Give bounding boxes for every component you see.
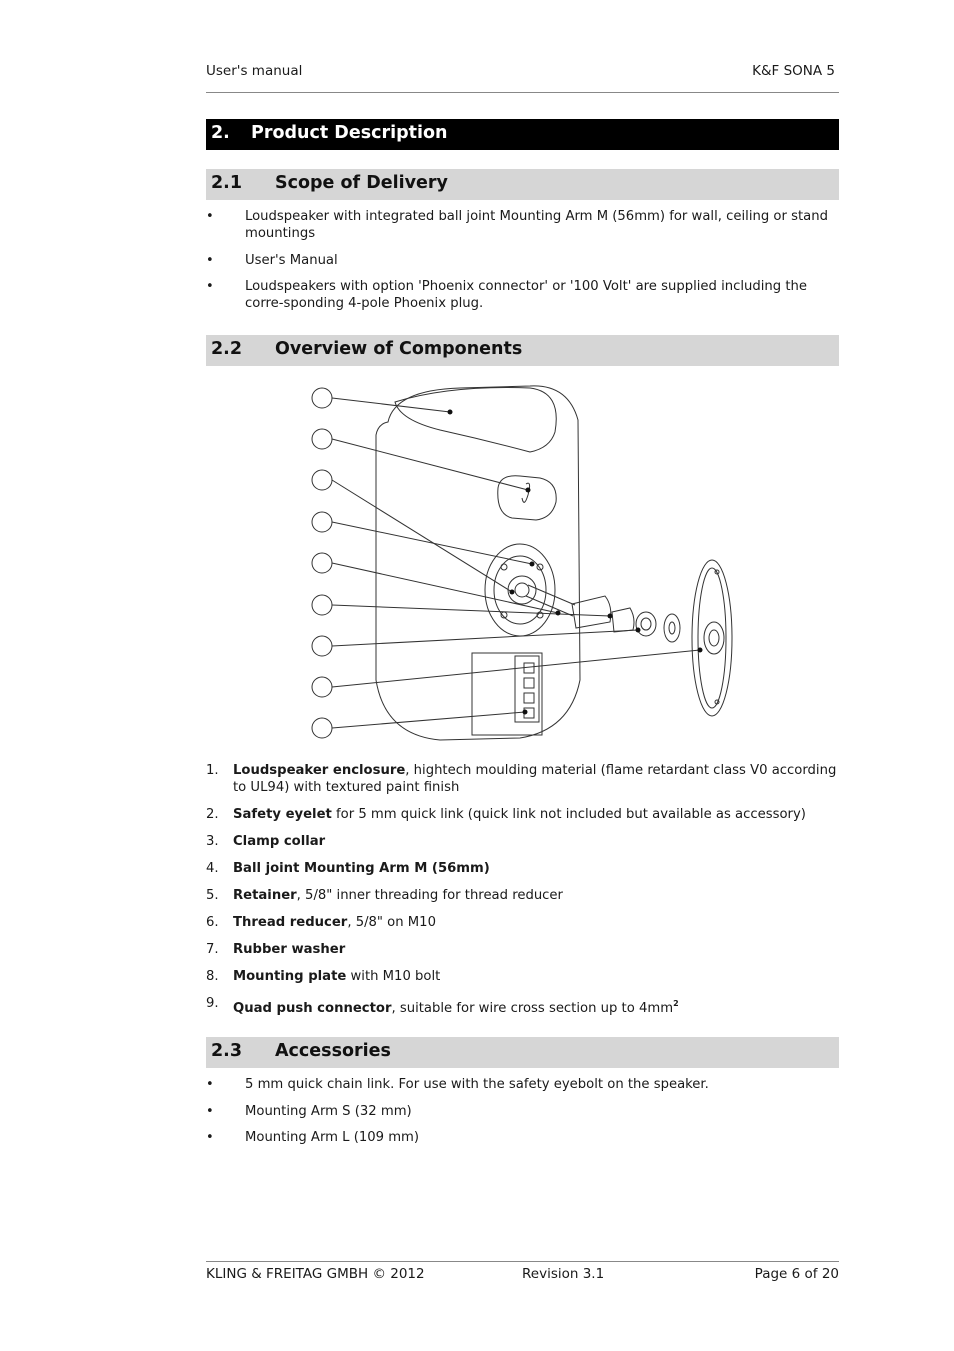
item-number: 4.	[206, 861, 219, 876]
component-desc: with M10 bolt	[346, 969, 441, 984]
section-title: Scope of Delivery	[275, 173, 448, 193]
callout-circle	[312, 429, 332, 449]
list-item	[206, 806, 839, 823]
item-number: 7.	[206, 942, 219, 957]
item-number: 2.	[206, 807, 219, 822]
bullet-glyph: •	[206, 279, 214, 294]
callout-circle	[312, 512, 332, 532]
component-name: Loudspeaker enclosure	[233, 763, 406, 778]
list-item	[206, 887, 839, 904]
list-item	[206, 860, 839, 877]
bullet-glyph: •	[206, 252, 214, 268]
component-desc: for 5 mm quick link (quick link not included but available as accessory)	[331, 807, 806, 822]
component-name: Mounting plate	[233, 969, 347, 984]
item-number: 5.	[206, 888, 219, 903]
rubber-washer	[664, 614, 680, 642]
component-desc: , suitable for wire cross section up to 4mm	[391, 1001, 674, 1016]
section-title: Overview of Components	[275, 339, 523, 359]
chapter-heading	[206, 119, 839, 150]
section-title: Accessories	[275, 1041, 391, 1061]
connector-panel	[472, 653, 542, 735]
callout-circle	[312, 718, 332, 738]
thread-reducer	[612, 608, 634, 632]
section-heading-scope	[206, 169, 839, 200]
list-item	[206, 1076, 839, 1093]
list-item-text: Loudspeaker with integrated ball joint Mounting Arm M (56mm) for wall, ceiling or stand mountings	[245, 209, 828, 241]
list-item-text: 5 mm quick chain link. For use with the safety eyebolt on the speaker.	[245, 1077, 709, 1092]
component-name: Clamp collar	[233, 834, 326, 849]
callout-circle	[312, 553, 332, 573]
list-item	[206, 914, 839, 931]
clamp-collar-outer	[485, 544, 555, 636]
section-number: 2.1	[211, 173, 243, 193]
bullet-glyph: •	[206, 1130, 214, 1145]
bullet-glyph: •	[206, 1077, 214, 1092]
component-name: Quad push connector	[233, 1001, 392, 1016]
eyelet	[522, 483, 530, 502]
callout-circle	[312, 388, 332, 408]
item-number: 9.	[206, 996, 219, 1011]
chapter-number: 2.	[211, 123, 230, 143]
component-exploded-drawing	[300, 380, 740, 745]
list-item	[206, 995, 839, 1017]
component-desc: , hightech moulding material (flame retardant class V0 according to UL94) with textured paint finish	[233, 763, 837, 795]
chapter-title: Product Description	[251, 123, 448, 143]
footer-page-number: Page 6 of 20	[754, 1266, 839, 1282]
component-name: Safety eyelet	[233, 807, 332, 822]
section-heading-overview	[206, 335, 839, 366]
footer-copyright: KLING & FREITAG GMBH © 2012	[206, 1266, 425, 1282]
section-number: 2.2	[211, 339, 243, 359]
list-item	[206, 1103, 839, 1120]
list-item	[206, 252, 839, 269]
retainer	[572, 596, 611, 628]
header-document-type: User's manual	[206, 63, 303, 79]
list-item-text: User's Manual	[245, 252, 338, 268]
components-list	[206, 762, 839, 1027]
item-number: 3.	[206, 834, 219, 849]
list-item-text: Loudspeakers with option 'Phoenix connector' or '100 Volt' are supplied including the corre-sponding 4-pole Phoenix plug.	[245, 279, 807, 311]
callout-circle	[312, 636, 332, 656]
list-item	[206, 208, 839, 242]
component-desc: , 5/8" on M10	[347, 915, 436, 930]
superscript: 2	[673, 999, 679, 1008]
bullet-glyph: •	[206, 1103, 214, 1119]
item-number: 1.	[206, 763, 219, 778]
list-item	[206, 762, 839, 796]
page-footer	[206, 1261, 839, 1286]
component-name: Retainer	[233, 888, 297, 903]
list-item	[206, 833, 839, 850]
bullet-glyph: •	[206, 209, 214, 224]
callout-circle	[312, 595, 332, 615]
list-item-text: Mounting Arm S (32 mm)	[245, 1103, 412, 1119]
section-heading-accessories	[206, 1037, 839, 1068]
section-number: 2.3	[211, 1041, 243, 1061]
list-item	[206, 278, 839, 312]
footer-revision: Revision 3.1	[522, 1266, 605, 1282]
component-name: Ball joint Mounting Arm M (56mm)	[233, 861, 490, 876]
enclosure-cap	[395, 388, 556, 452]
accessories-list	[206, 1076, 839, 1156]
scope-list	[206, 208, 839, 322]
component-name: Rubber washer	[233, 942, 346, 957]
header-product-name: K&F SONA 5	[752, 63, 835, 79]
callout-circle	[312, 677, 332, 697]
list-item	[206, 941, 839, 958]
item-number: 6.	[206, 915, 219, 930]
list-item	[206, 968, 839, 985]
component-name: Thread reducer	[233, 915, 348, 930]
list-item-text: Mounting Arm L (109 mm)	[245, 1130, 420, 1145]
item-number: 8.	[206, 969, 219, 984]
component-desc: , 5/8" inner threading for thread reducer	[296, 888, 563, 903]
list-item	[206, 1129, 839, 1146]
page-header	[206, 62, 839, 93]
callout-circle	[312, 470, 332, 490]
